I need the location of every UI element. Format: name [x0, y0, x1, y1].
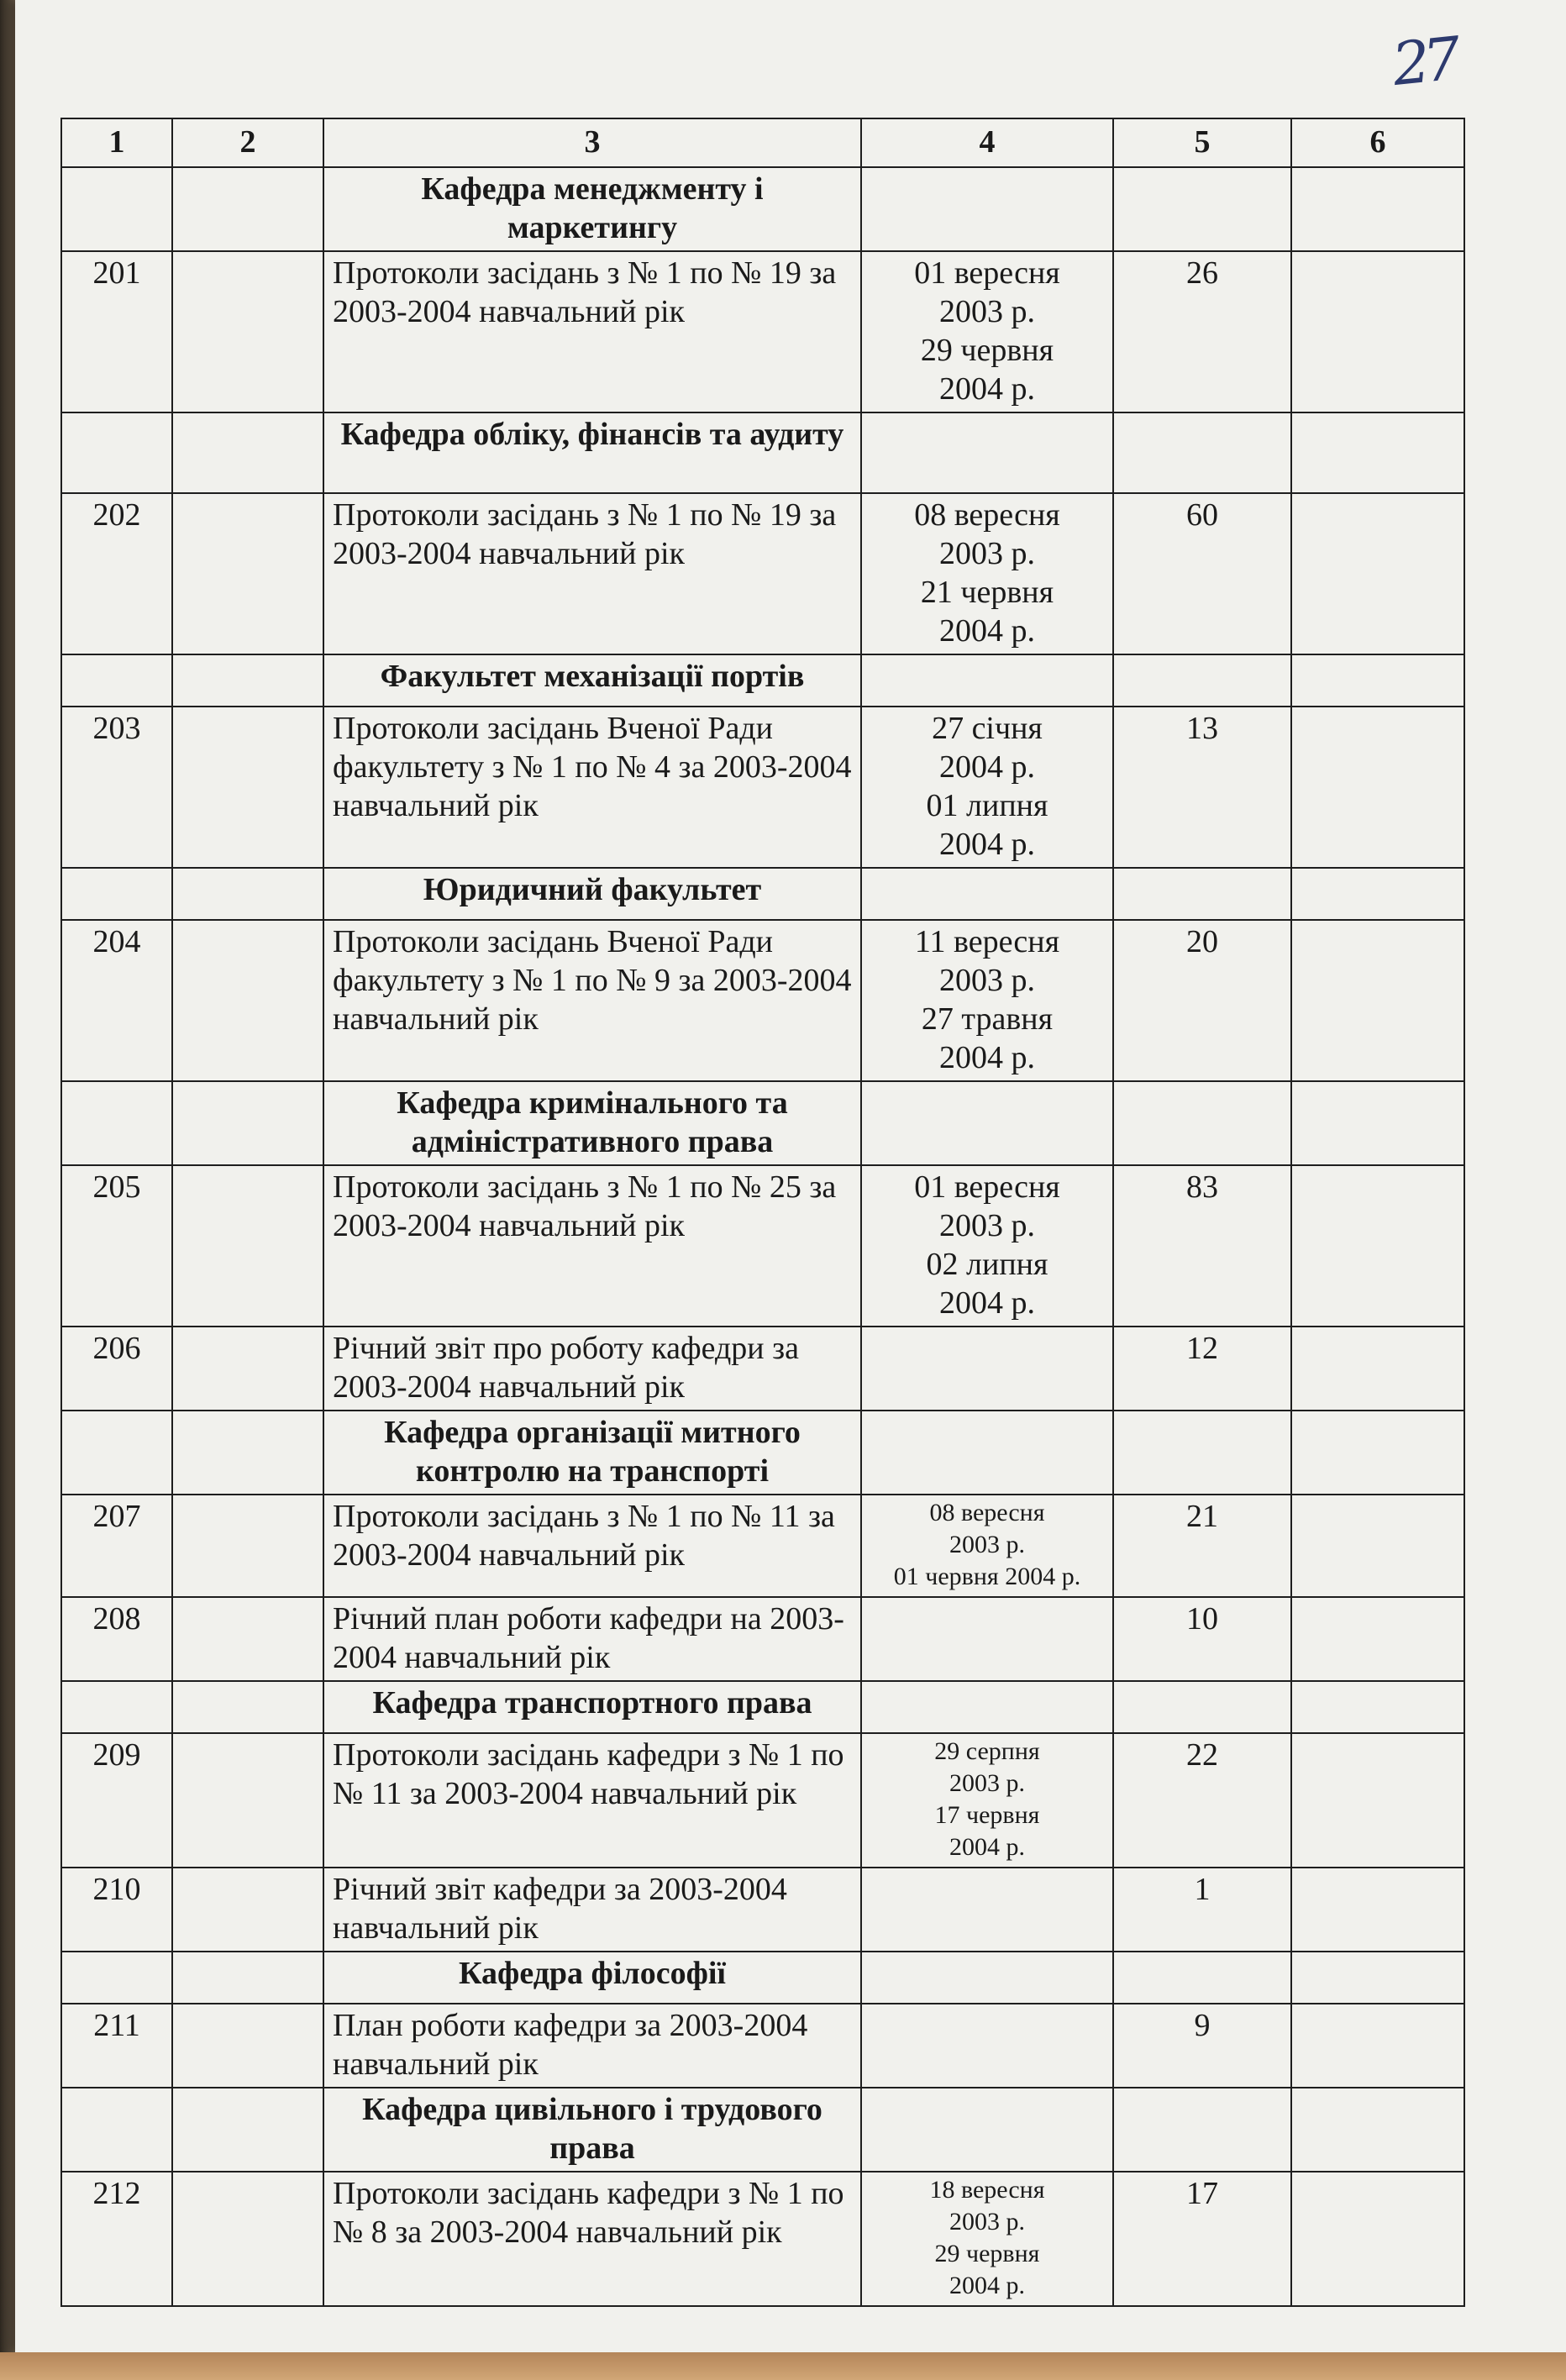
table-row [61, 1165, 1464, 1327]
index-cell [172, 1411, 323, 1495]
dates-cell [861, 868, 1113, 920]
date-line: 11 вересня [914, 924, 1060, 959]
date-line: 02 липня [926, 1247, 1048, 1282]
row-number: 211 [61, 2004, 172, 2088]
sheets-cell [1113, 1681, 1291, 1733]
date-line: 2003 р. [949, 2208, 1025, 2236]
index-cell [172, 2172, 323, 2306]
date-line: 2003 р. [939, 294, 1035, 329]
row-number: 202 [61, 493, 172, 654]
index-cell [172, 1868, 323, 1952]
dates-cell [861, 1411, 1113, 1495]
document-title: Протоколи засідань з № 1 по № 19 за 2003-2004 навчальний рік [323, 251, 861, 412]
notes-cell [1291, 2088, 1464, 2172]
sheets-cell [1113, 412, 1291, 493]
document-title: Річний звіт кафедри за 2003-2004 навчальний рік [323, 1868, 861, 1952]
notes-cell [1291, 1165, 1464, 1327]
date-line: 2003 р. [939, 536, 1035, 571]
column-header: 5 [1113, 118, 1291, 167]
date-line: 29 червня [920, 333, 1054, 368]
index-cell [172, 167, 323, 251]
date-line: 29 червня [934, 2240, 1040, 2267]
section-row [61, 412, 1464, 493]
table-row [61, 493, 1464, 654]
notes-cell [1291, 707, 1464, 868]
sheet-count: 17 [1113, 2172, 1291, 2306]
date-line: 2004 р. [939, 371, 1035, 407]
index-cell [172, 251, 323, 412]
document-title: Річний звіт про роботу кафедри за 2003-2004 навчальний рік [323, 1327, 861, 1411]
date-line: 01 липня [926, 788, 1048, 823]
sheet-count: 10 [1113, 1597, 1291, 1681]
sheets-cell [1113, 1952, 1291, 2004]
column-header: 4 [861, 118, 1113, 167]
sheet-count: 12 [1113, 1327, 1291, 1411]
inventory-table [60, 118, 1465, 2307]
date-line: 2004 р. [939, 1285, 1035, 1321]
date-line: 27 травня [921, 1001, 1054, 1037]
date-line: 01 червня 2004 р. [893, 1563, 1081, 1590]
sheet-count: 83 [1113, 1165, 1291, 1327]
section-title: Кафедра філософії [323, 1952, 861, 2004]
dates-cell [861, 2088, 1113, 2172]
section-title: Кафедра обліку, фінансів та аудиту [323, 412, 861, 493]
notes-cell [1291, 493, 1464, 654]
date-line: 2003 р. [949, 1531, 1025, 1558]
document-title: Протоколи засідань з № 1 по № 11 за 2003-2004 навчальний рік [323, 1495, 861, 1597]
table-row [61, 2172, 1464, 2306]
notes-cell [1291, 412, 1464, 493]
dates-cell [861, 1081, 1113, 1165]
table-row [61, 2004, 1464, 2088]
dates-cell [861, 167, 1113, 251]
index-cell [172, 707, 323, 868]
index-cell [172, 412, 323, 493]
index-cell [172, 1681, 323, 1733]
notes-cell [1291, 1081, 1464, 1165]
sheet-count: 21 [1113, 1495, 1291, 1597]
section-title: Кафедра менеджменту і маркетингу [323, 167, 861, 251]
index-cell [172, 1081, 323, 1165]
column-header: 2 [172, 118, 323, 167]
section-row [61, 1081, 1464, 1165]
sheets-cell [1113, 1411, 1291, 1495]
date-line: 2003 р. [949, 1769, 1025, 1797]
section-row [61, 654, 1464, 707]
row-number: 201 [61, 251, 172, 412]
sheets-cell [1113, 868, 1291, 920]
date-line: 21 червня [920, 575, 1054, 610]
dates-cell [861, 493, 1113, 654]
notes-cell [1291, 1597, 1464, 1681]
section-row [61, 2088, 1464, 2172]
date-line: 2004 р. [939, 1040, 1035, 1075]
row-number: 209 [61, 1733, 172, 1868]
sheets-cell [1113, 2088, 1291, 2172]
sheet-count: 13 [1113, 707, 1291, 868]
dates-cell [861, 1327, 1113, 1411]
section-title: Юридичний факультет [323, 868, 861, 920]
sheet-count: 26 [1113, 251, 1291, 412]
row-number: 210 [61, 1868, 172, 1952]
index-cell [172, 1165, 323, 1327]
index-cell [172, 920, 323, 1081]
dates-cell [861, 1597, 1113, 1681]
index-cell [172, 1733, 323, 1868]
dates-cell [861, 707, 1113, 868]
row-number-cell [61, 1081, 172, 1165]
section-row [61, 1952, 1464, 2004]
notes-cell [1291, 2004, 1464, 2088]
document-title: Протоколи засідань кафедри з № 1 по № 11 за 2003-2004 навчальний рік [323, 1733, 861, 1868]
section-row [61, 1681, 1464, 1733]
dates-cell [861, 1733, 1113, 1868]
date-line: 2003 р. [939, 1208, 1035, 1243]
index-cell [172, 493, 323, 654]
notes-cell [1291, 251, 1464, 412]
document-title: Протоколи засідань з № 1 по № 19 за 2003-2004 навчальний рік [323, 493, 861, 654]
section-title: Кафедра кримінального та адміністративного права [323, 1081, 861, 1165]
notes-cell [1291, 1411, 1464, 1495]
row-number: 212 [61, 2172, 172, 2306]
table-row [61, 1327, 1464, 1411]
date-line: 27 січня [932, 711, 1043, 746]
date-line: 2004 р. [939, 613, 1035, 649]
row-number-cell [61, 2088, 172, 2172]
dates-cell [861, 1952, 1113, 2004]
row-number-cell [61, 1952, 172, 2004]
sheet-count: 60 [1113, 493, 1291, 654]
table-row [61, 707, 1464, 868]
table-row [61, 1495, 1464, 1597]
index-cell [172, 1495, 323, 1597]
section-row [61, 167, 1464, 251]
date-line: 2004 р. [939, 827, 1035, 862]
date-line: 2003 р. [939, 963, 1035, 998]
section-title: Факультет механізації портів [323, 654, 861, 707]
book-spine [0, 0, 15, 2380]
section-title: Кафедра цивільного і трудового права [323, 2088, 861, 2172]
sheets-cell [1113, 1081, 1291, 1165]
section-title: Кафедра організації митного контролю на транспорті [323, 1411, 861, 1495]
notes-cell [1291, 654, 1464, 707]
index-cell [172, 654, 323, 707]
document-title: Протоколи засідань Вченої Ради факультету з № 1 по № 9 за 2003-2004 навчальний рік [323, 920, 861, 1081]
date-line: 29 серпня [934, 1737, 1040, 1765]
desk-surface [0, 2352, 1566, 2380]
notes-cell [1291, 1495, 1464, 1597]
row-number-cell [61, 868, 172, 920]
index-cell [172, 2088, 323, 2172]
row-number-cell [61, 167, 172, 251]
date-line: 08 вересня [914, 497, 1060, 533]
row-number-cell [61, 654, 172, 707]
date-line: 01 вересня [914, 255, 1060, 291]
dates-cell [861, 412, 1113, 493]
row-number: 206 [61, 1327, 172, 1411]
row-number: 203 [61, 707, 172, 868]
row-number: 208 [61, 1597, 172, 1681]
table-row [61, 251, 1464, 412]
notes-cell [1291, 1681, 1464, 1733]
dates-cell [861, 1165, 1113, 1327]
sheet-count: 1 [1113, 1868, 1291, 1952]
notes-cell [1291, 1952, 1464, 2004]
notes-cell [1291, 868, 1464, 920]
date-line: 18 вересня [929, 2176, 1045, 2204]
row-number: 204 [61, 920, 172, 1081]
index-cell [172, 1597, 323, 1681]
row-number: 205 [61, 1165, 172, 1327]
column-header-row [61, 118, 1464, 167]
document-title: Протоколи засідань кафедри з № 1 по № 8 за 2003-2004 навчальний рік [323, 2172, 861, 2306]
dates-cell [861, 251, 1113, 412]
date-line: 2004 р. [949, 2272, 1025, 2299]
index-cell [172, 2004, 323, 2088]
notes-cell [1291, 1327, 1464, 1411]
row-number-cell [61, 1411, 172, 1495]
sheets-cell [1113, 654, 1291, 707]
dates-cell [861, 1495, 1113, 1597]
index-cell [172, 868, 323, 920]
handwritten-page-number: 27 [1389, 24, 1458, 100]
date-line: 2004 р. [949, 1833, 1025, 1861]
date-line: 2004 р. [939, 749, 1035, 785]
document-title: Протоколи засідань з № 1 по № 25 за 2003-2004 навчальний рік [323, 1165, 861, 1327]
column-header: 1 [61, 118, 172, 167]
row-number-cell [61, 1681, 172, 1733]
row-number: 207 [61, 1495, 172, 1597]
column-header: 6 [1291, 118, 1464, 167]
document-title: Річний план роботи кафедри на 2003-2004 навчальний рік [323, 1597, 861, 1681]
sheet-count: 9 [1113, 2004, 1291, 2088]
column-header: 3 [323, 118, 861, 167]
dates-cell [861, 2172, 1113, 2306]
date-line: 17 червня [934, 1801, 1040, 1829]
dates-cell [861, 1681, 1113, 1733]
sheets-cell [1113, 167, 1291, 251]
table-row [61, 1597, 1464, 1681]
notes-cell [1291, 920, 1464, 1081]
dates-cell [861, 2004, 1113, 2088]
dates-cell [861, 920, 1113, 1081]
notes-cell [1291, 2172, 1464, 2306]
row-number-cell [61, 412, 172, 493]
notes-cell [1291, 1868, 1464, 1952]
notes-cell [1291, 1733, 1464, 1868]
dates-cell [861, 654, 1113, 707]
sheet-count: 20 [1113, 920, 1291, 1081]
date-line: 01 вересня [914, 1169, 1060, 1205]
section-title: Кафедра транспортного права [323, 1681, 861, 1733]
index-cell [172, 1327, 323, 1411]
document-title: Протоколи засідань Вченої Ради факультету з № 1 по № 4 за 2003-2004 навчальний рік [323, 707, 861, 868]
dates-cell [861, 1868, 1113, 1952]
table-row [61, 1733, 1464, 1868]
sheet-count: 22 [1113, 1733, 1291, 1868]
notes-cell [1291, 167, 1464, 251]
date-line: 08 вересня [929, 1499, 1045, 1526]
table-row [61, 1868, 1464, 1952]
document-title: План роботи кафедри за 2003-2004 навчальний рік [323, 2004, 861, 2088]
section-row [61, 1411, 1464, 1495]
section-row [61, 868, 1464, 920]
table-row [61, 920, 1464, 1081]
index-cell [172, 1952, 323, 2004]
table-body [61, 167, 1464, 2306]
